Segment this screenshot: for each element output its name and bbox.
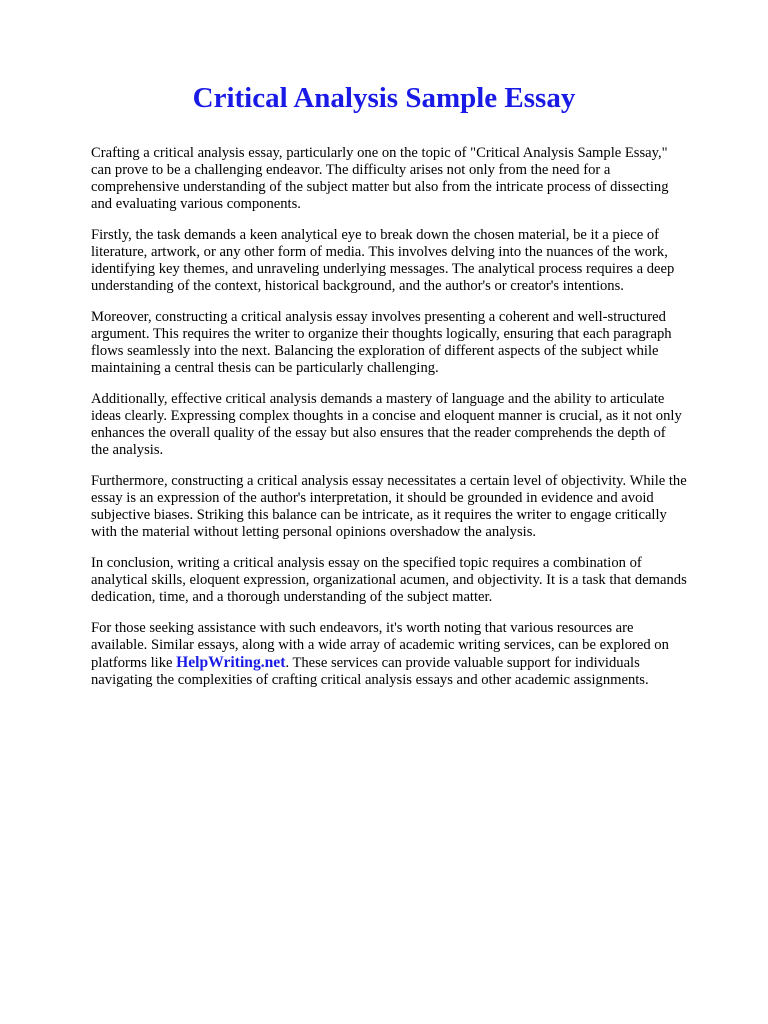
paragraph-line: and evaluating various components. — [91, 196, 301, 212]
paragraph-line: literature, artwork, or any other form of media. This involves delving into the nuances of the work, — [91, 244, 668, 260]
essay-paragraph — [91, 473, 731, 541]
paragraph-line: In conclusion, writing a critical analysis essay on the specified topic requires a combination of — [91, 555, 642, 571]
closing-line-4: navigating the complexities of crafting critical analysis essays and other academic assignments. — [91, 672, 649, 688]
closing-line-3-suffix: . These services can provide valuable support for individuals — [285, 655, 640, 671]
paragraph-line: identifying key themes, and unraveling underlying messages. The analytical process requires a deep — [91, 261, 675, 277]
essay-body — [91, 145, 731, 703]
paragraph-line: enhances the overall quality of the essay but also ensures that the reader comprehends the depth of — [91, 425, 666, 441]
paragraph-line: essay is an expression of the author's interpretation, it should be grounded in evidence and avoid — [91, 490, 654, 506]
paragraph-line: flows seamlessly into the next. Balancing the exploration of different aspects of the subject while — [91, 343, 659, 359]
essay-paragraph — [91, 391, 731, 459]
paragraph-line: can prove to be a challenging endeavor. The difficulty arises not only from the need for a — [91, 162, 611, 178]
essay-paragraph — [91, 555, 731, 606]
paragraph-line: dedication, time, and a thorough understanding of the subject matter. — [91, 589, 493, 605]
paragraph-line: Furthermore, constructing a critical analysis essay necessitates a certain level of objectivity. While the — [91, 473, 687, 489]
paragraph-line: maintaining a central thesis can be particularly challenging. — [91, 360, 439, 376]
paragraph-line: comprehensive understanding of the subject matter but also from the intricate process of dissecting — [91, 179, 669, 195]
paragraph-line: the analysis. — [91, 442, 164, 458]
essay-paragraph — [91, 309, 731, 377]
essay-paragraphs — [91, 145, 731, 606]
closing-line-3 — [91, 654, 731, 672]
paragraph-line: Crafting a critical analysis essay, particularly one on the topic of "Critical Analysis Sample Essay," — [91, 145, 668, 161]
paragraph-line: with the material without letting personal opinions overshadow the analysis. — [91, 524, 537, 540]
paragraph-line: Firstly, the task demands a keen analytical eye to break down the chosen material, be it a piece of — [91, 227, 660, 243]
paragraph-line: argument. This requires the writer to organize their thoughts logically, ensuring that each paragraph — [91, 326, 672, 342]
paragraph-line: understanding of the context, historical background, and the author's or creator's intentions. — [91, 278, 624, 294]
closing-line-2: available. Similar essays, along with a wide array of academic writing services, can be explored on — [91, 637, 669, 653]
closing-paragraph — [91, 620, 731, 689]
paragraph-line: Additionally, effective critical analysis demands a mastery of language and the ability to articulate — [91, 391, 665, 407]
paragraph-line: Moreover, constructing a critical analysis essay involves presenting a coherent and well-structured — [91, 309, 666, 325]
closing-line-1: For those seeking assistance with such endeavors, it's worth noting that various resources are — [91, 620, 634, 636]
essay-paragraph — [91, 145, 731, 213]
paragraph-line: subjective biases. Striking this balance can be intricate, as it requires the writer to engage critically — [91, 507, 667, 523]
essay-paragraph — [91, 227, 731, 295]
closing-line-3-prefix: platforms like — [91, 655, 177, 671]
paragraph-line: analytical skills, eloquent expression, organizational acumen, and objectivity. It is a task that demands — [91, 572, 687, 588]
paragraph-line: ideas clearly. Expressing complex thoughts in a concise and eloquent manner is crucial, as it not only — [91, 408, 682, 424]
page-title: Critical Analysis Sample Essay — [192, 82, 576, 114]
helpwriting-link[interactable]: HelpWriting.net — [176, 654, 286, 671]
